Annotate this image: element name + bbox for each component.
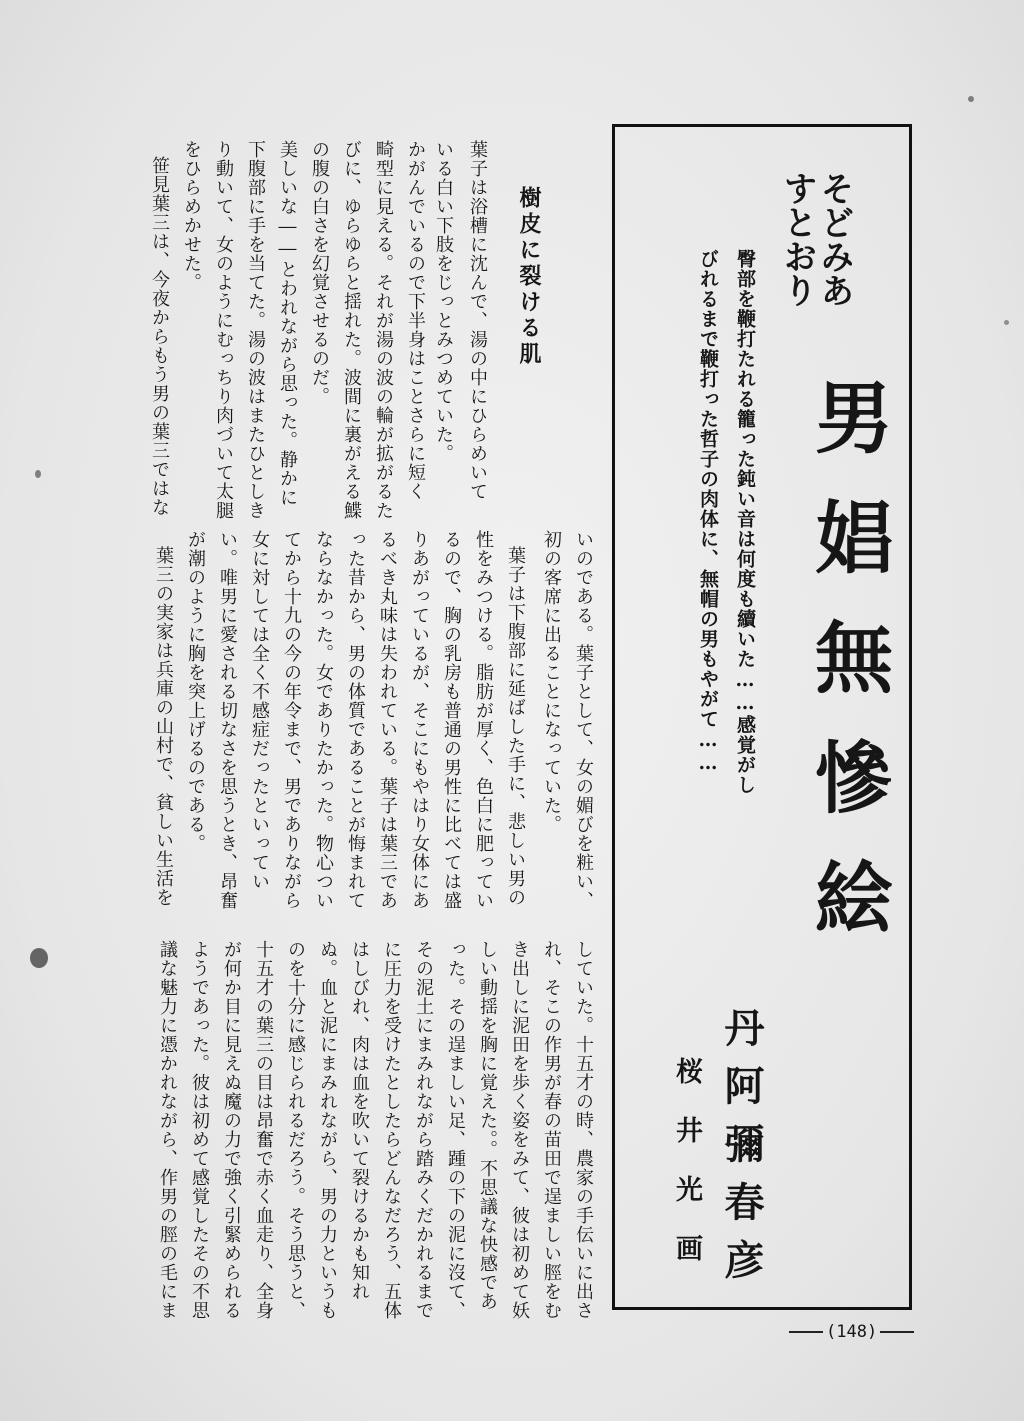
lead-line-2: びれるまで鞭打った哲子の肉体に、無帽の男もやがて…… <box>697 249 719 775</box>
middle-line-14: 葉三の実家は兵庫の山村で、貧しい生活を <box>153 546 174 907</box>
ink-speck <box>1004 320 1009 325</box>
top-line-4: 畸型に見える。それが湯の波の輪が拡がるた <box>373 140 394 520</box>
ink-speck <box>968 96 974 102</box>
bottom-line-13: ようであった。彼は初めて感覚したその不思 <box>189 940 210 1320</box>
bottom-line-5: った。その逞ましい足、踵の下の泥に沒て、 <box>445 940 466 1320</box>
top-line-9: り動いて、女のようにむっちり肉づいて太腿 <box>213 140 234 520</box>
bottom-line-1: していた。十五才の時、農家の手伝いに出さ <box>573 940 594 1320</box>
subtitle-line-2: すとおり <box>777 171 817 307</box>
middle-line-6: りあがっているが、そこにもやはり女体にあ <box>409 530 430 910</box>
bottom-line-11: 十五才の葉三の目は昂奮で赤く血走り、全身 <box>253 940 274 1320</box>
ink-stain <box>30 948 48 968</box>
bottom-line-4: しい動揺を胸に覚えた。。不思議な快感であ <box>477 940 498 1311</box>
bottom-line-10: のを十分に感じられるだろう。そう思うと、 <box>285 940 306 1320</box>
top-line-5: びに、ゆらゆらと揺れた。波間に裏がえる鰈 <box>341 140 362 520</box>
illustrator-credit: 桜井光画 <box>671 1057 702 1293</box>
page-number: (148) <box>786 1322 917 1342</box>
middle-line-12: い。唯男に愛される切なさを思うとき、昂奮 <box>217 530 238 910</box>
subtitle-line-1: そどみあ <box>814 171 854 307</box>
top-line-8: 下腹部に手を当てた。湯の波はまたひとしき <box>245 140 266 520</box>
bottom-line-12: が何か目に見えぬ魔の力で強く引緊められる <box>221 940 242 1320</box>
middle-line-13: が潮のように胸を突上げるのである。 <box>185 530 206 853</box>
top-line-11: 笹見葉三は、今夜からもう男の葉三ではな <box>149 156 170 517</box>
middle-line-1: いのである。葉子として、女の媚びを粧い、 <box>573 530 594 910</box>
top-line-7: 美しいな――とわれながら思った。静かに <box>277 140 298 507</box>
middle-line-3: 葉子は下腹部に延ばした手に、悲しい男の <box>505 546 526 907</box>
middle-line-11: 女に対しては全く不感症だったといってい <box>249 530 270 891</box>
top-line-3: かがんでいるので下半身はことさらに短く <box>405 140 426 501</box>
middle-line-5: るので、胸の乳房も普通の男性に比べては盛 <box>441 530 462 910</box>
middle-line-8: った昔から、男の体質であることが悔まれて <box>345 530 366 910</box>
top-line-6: の腹の白さを幻覚させるのだ。 <box>309 140 330 406</box>
middle-line-9: ならなかった。女でありたかった。物心つい <box>313 530 334 910</box>
bottom-line-14: 議な魅力に憑かれながら、作男の脛の毛にま <box>157 940 178 1320</box>
lead-line-1: 臀部を鞭打たれる籠った鈍い音は何度も續いた……感覚がし <box>734 249 756 795</box>
main-title: 男娼無慘絵 <box>802 377 893 977</box>
middle-line-7: るべき丸味は失われている。葉子は葉三であ <box>377 530 398 910</box>
bottom-line-2: れ、そこの作男が春の苗田で逞ましい脛をむ <box>541 940 562 1320</box>
top-line-2: いる白い下肢をじっとみつめていた。 <box>433 140 454 463</box>
bottom-line-9: ぬ。血と泥にまみれながら、男の力というも <box>317 940 338 1320</box>
author-name: 丹阿彌春彦 <box>718 1007 765 1297</box>
title-box <box>612 124 912 1310</box>
top-line-10: をひらめかせた。 <box>181 140 202 292</box>
bottom-line-6: その泥土にまみれながら踏みくだかれるまで <box>413 940 434 1320</box>
top-line-1: 葉子は浴槽に沈んで、湯の中にひらめいて <box>467 140 488 501</box>
bottom-line-7: に圧力を受けたとしたらどんなだろう、五体 <box>381 940 402 1320</box>
middle-line-4: 性をみつける。脂肪が厚く、色白に肥ってい <box>473 530 494 910</box>
ink-speck <box>35 470 41 478</box>
bottom-line-8: はしびれ、肉は血を吹いて裂けるかも知れ <box>349 940 370 1301</box>
middle-line-2: 初の客席に出ることになっていた。 <box>541 530 562 834</box>
middle-line-10: てから十九の今の年令まで、男でありながら <box>281 530 302 910</box>
bottom-line-3: き出しに泥田を歩く姿をみて、彼は初めて妖 <box>509 940 530 1320</box>
section-heading: 樹皮に裂ける肌 <box>516 186 542 368</box>
